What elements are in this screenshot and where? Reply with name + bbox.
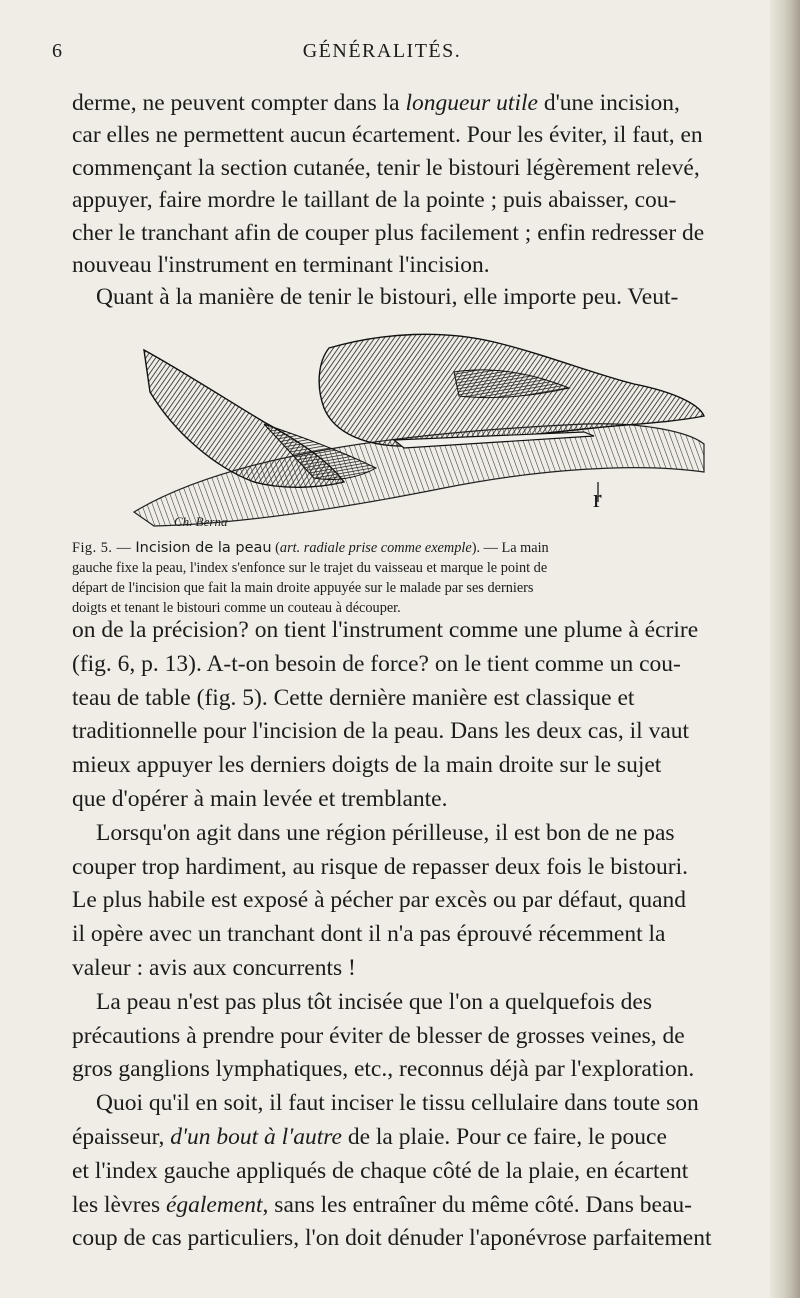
figure-marker: r <box>593 484 602 513</box>
text-line: car elles ne permettent aucun écartement. Pour les éviter, il faut, en <box>72 122 703 149</box>
caption-detail: art. radiale prise comme exemple <box>279 540 472 556</box>
caption-label: Fig. 5. — <box>72 540 136 556</box>
emphasis-span: d'un bout à l'autre <box>170 1123 342 1150</box>
text-line <box>72 87 732 119</box>
text-span: épaisseur, <box>72 1123 171 1150</box>
text-line: cher le tranchant afin de couper plus facilement ; enfin redresser de <box>72 219 705 246</box>
text-line: (fig. 6, p. 13). A-t-on besoin de force? on le tient comme un cou- <box>72 650 681 677</box>
caption-line <box>72 538 732 558</box>
text-line: Lorsqu'on agit dans une région périlleuse, il est bon de ne pas <box>96 819 675 846</box>
emphasis-span: longueur utile <box>405 90 538 116</box>
text-line: il opère avec un tranchant dont il n'a pas éprouvé récemment la <box>72 921 666 948</box>
text-line: Le plus habile est exposé à pécher par excès ou par défaut, quand <box>72 887 687 914</box>
text-span: ). — La main <box>471 540 549 556</box>
text-span: les lèvres <box>72 1191 166 1218</box>
text-line: commençant la section cutanée, tenir le bistouri légèrement relevé, <box>72 154 700 181</box>
caption-line: doigts et tenant le bistouri comme un couteau à découper. <box>72 600 401 616</box>
text-line: coup de cas particuliers, l'on doit dénuder l'aponévrose parfaitement <box>72 1225 712 1252</box>
paragraph-main <box>72 614 732 1256</box>
text-line: Quoi qu'il en soit, il faut inciser le tissu cellulaire dans toute son <box>96 1090 699 1117</box>
text-line <box>72 1121 732 1155</box>
caption-title: Incision de la peau <box>135 540 272 556</box>
engraver-signature: Ch. Berna <box>174 514 228 529</box>
text-line: La peau n'est pas plus tôt incisée que l'on a quelquefois des <box>96 988 653 1015</box>
text-line: précautions à prendre pour éviter de blesser de grosses veines, de <box>72 1022 685 1049</box>
text-line: que d'opérer à main levée et tremblante. <box>72 785 448 812</box>
running-head: GÉNÉRALITÉS. <box>302 40 462 62</box>
text-span: de la plaie. Pour ce faire, le pouce <box>341 1123 667 1150</box>
page-header <box>52 40 712 70</box>
caption-line: départ de l'incision que fait la main droite appuyée sur le malade par ses derniers <box>72 580 534 596</box>
text-span: ( <box>271 540 280 556</box>
page-number: 6 <box>52 40 64 62</box>
text-line <box>72 1189 732 1223</box>
text-line: appuyer, faire mordre le taillant de la pointe ; puis abaisser, cou- <box>72 187 677 214</box>
text-span: , sans les entraîner du même côté. Dans beau- <box>262 1191 692 1218</box>
text-line: traditionnelle pour l'incision de la peau. Dans les deux cas, il vaut <box>72 718 690 745</box>
text-line: valeur : avis aux concurrents ! <box>72 954 356 981</box>
text-line: gros ganglions lymphatiques, etc., reconnus déjà par l'exploration. <box>72 1056 695 1083</box>
text-span: derme, ne peuvent compter dans la <box>72 90 406 116</box>
text-line: Quant à la manière de tenir le bistouri, elle importe peu. Veut- <box>96 284 679 311</box>
page-edge-shadow <box>770 0 800 1298</box>
text-line: mieux appuyer les derniers doigts de la main droite sur le sujet <box>72 752 662 779</box>
emphasis-span: également <box>165 1191 263 1218</box>
text-line: couper trop hardiment, au risque de repasser deux fois le bistouri. <box>72 853 689 880</box>
figure-incision-illustration <box>114 312 708 534</box>
text-line: on de la précision? on tient l'instrument comme une plume à écrire <box>72 617 699 643</box>
text-span: d'une incision, <box>537 90 680 116</box>
caption-line: gauche fixe la peau, l'index s'enfonce sur le trajet du vaisseau et marque le point de <box>72 560 548 576</box>
figure-caption <box>72 538 732 618</box>
paragraph-top <box>72 87 732 314</box>
text-line: et l'index gauche appliqués de chaque côté de la plaie, en écartent <box>72 1157 689 1184</box>
text-line: nouveau l'instrument en terminant l'incision. <box>72 252 490 279</box>
text-line: teau de table (fig. 5). Cette dernière manière est classique et <box>72 684 635 711</box>
engraving-hands-scalpel <box>114 312 708 534</box>
